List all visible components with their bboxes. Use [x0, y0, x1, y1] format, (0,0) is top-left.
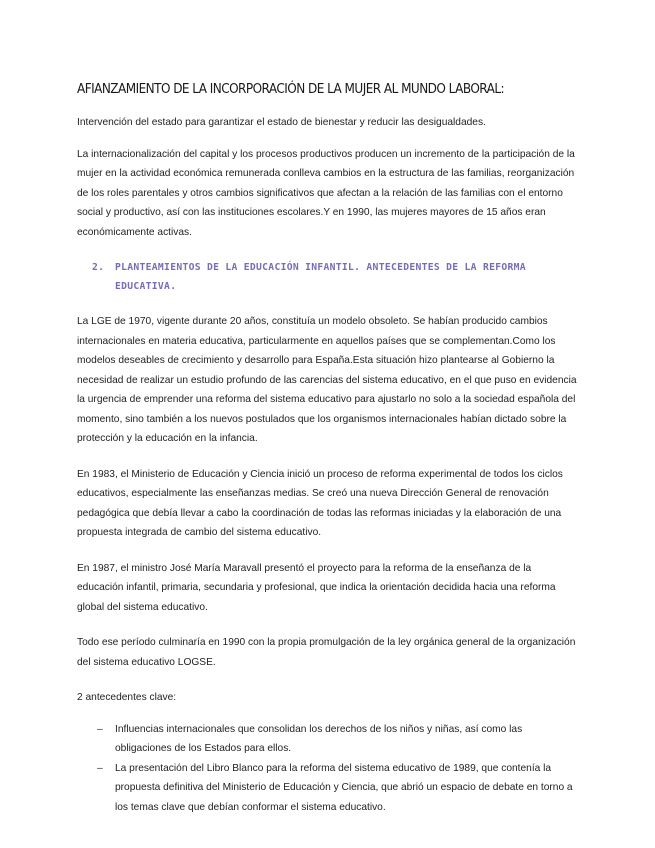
paragraph-1990: Todo ese período culminaría en 1990 con la propia promulgación de la ley orgánica general de la organización del sistema educativo LOGSE. — [77, 637, 576, 668]
list-item — [77, 759, 580, 818]
paragraph-1987: En 1987, el ministro José María Maravall presentó el proyecto para la reforma de la enseñanza de la educación infantil, primaria, secundaria y profesional, que indica la orientación decidida hacia una reforma global del sistema educativo. — [77, 562, 556, 613]
list-item-text: La presentación del Libro Blanco para la reforma del sistema educativo de 1989, que contenía la propuesta definitiva del Ministerio de Educación y Ciencia, que abrió un espacio de debate en torno a los temas clave que debían conformar el sistema educativo. — [115, 762, 573, 813]
section-heading — [77, 258, 555, 296]
paragraph-1983: En 1983, el Ministerio de Educación y Ciencia inició un proceso de reforma experimental de todos los ciclos educativos, especialmente las enseñanzas medias. Se creó una nueva Dirección General de renovación pedagógica que debía llevar a cabo la coordinación de todas las reformas iniciadas y la elaboración de una propuesta integrada de cambio del sistema educativo. — [77, 468, 563, 538]
document-title: AFIANZAMIENTO DE LA INCORPORACIÓN DE LA MUJER AL MUNDO LABORAL: — [77, 82, 505, 97]
dash-bullet: – — [97, 762, 103, 774]
dash-bullet: – — [97, 723, 103, 735]
section-heading-number: 2. — [92, 262, 105, 273]
section-heading-text: PLANTEAMIENTOS DE LA EDUCACIÓN INFANTIL. ANTECEDENTES DE LA REFORMA EDUCATIVA. — [115, 262, 526, 292]
intro-paragraph: La internacionalización del capital y los procesos productivos producen un incremento de la participación de la mujer en la actividad económica remunerada conlleva cambios en la estructura de las familias, reorganización de los roles parentales y otros cambios significativos que afectan a la relación de las familias con el entorno social y productivo, así con las instituciones escolares.Y en 1990, las mujeres mayores de 15 años eran económicamente activas. — [77, 148, 575, 238]
list-item — [77, 720, 580, 759]
subtitle-paragraph: Intervención del estado para garantizar el estado de bienestar y reducir las desigualdades. — [77, 117, 486, 128]
paragraph-antecedentes: 2 antecedentes clave: — [77, 692, 177, 703]
antecedentes-list — [77, 720, 580, 818]
list-item-text: Influencias internacionales que consolidan los derechos de los niños y niñas, así como las obligaciones de los Estados para ellos. — [115, 723, 523, 754]
paragraph-lge: La LGE de 1970, vigente durante 20 años, constituía un modelo obsoleto. Se habían producido cambios internacionales en materia educativa, particularmente en aquellos países que se complementan.Como los modelos deseables de crecimiento y desarrollo para España.Esta situación hizo plantearse al Gobierno la necesidad de realizar un estudio profundo de las carencias del sistema educativo, en el que puso en evidencia la urgencia de emprender una reforma del sistema educativo para ajustarlo no solo a la sociedad española del momento, sino también a los nuevos postulados que los organismos internacionales habían dictado sobre la protección y la educación en la infancia. — [77, 316, 577, 444]
